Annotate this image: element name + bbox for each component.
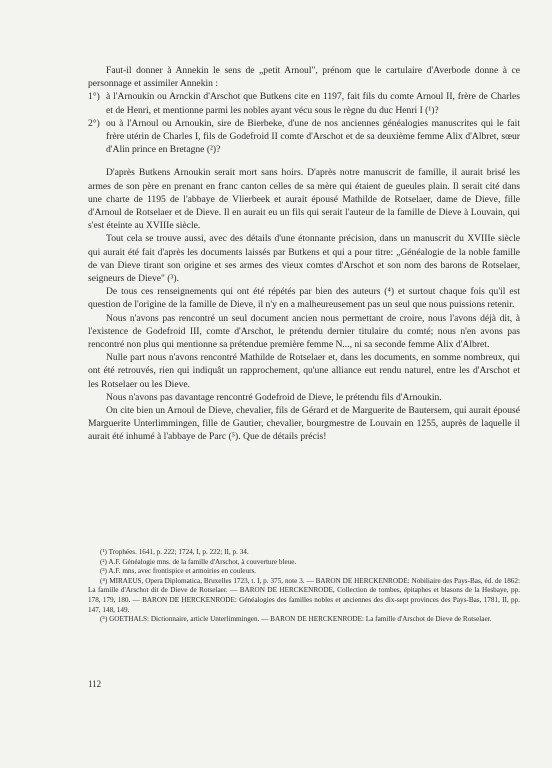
list-item-text: ou à l'Arnoul ou Arnoukin, sire de Bierbeke, d'une de nos anciennes généalogies manuscrites qui le fait frère utérin de Charles I, fils de Godefroid II comte d'Arschot et de sa deuxième femme Alix d'Albret, sœur d'Alin prince en Bretagne (²)? [106,117,520,156]
page-number: 112 [88,679,102,689]
paragraph-fils: Nous n'avons pas davantage rencontré Godefroid de Dieve, le prétendu fils d'Arnoukin. [106,391,442,403]
body-text [88,64,520,444]
footnote: (⁵) GOETHALS: Dictionnaire, article Unterlimmingen. — BARON DE HERCKENRODE: La famille d'Arschot de Dieve de Rotselaer. [100,615,492,624]
paragraph-arnoul-de-dieve: On cite bien un Arnoul de Dieve, chevalier, fils de Gérard et de Marguerite de Bautersem, qui aurait épousé Marguerite Unterlimmingen, fille de Gautier, chevalier, bourgmestre de Louvain en 1255, auprès de laquelle il aurait été inhumé à l'abbaye de Parc (⁵). Que de détails précis! [88,405,520,443]
paragraph-renseignements: De tous ces renseignements qui ont été répétés par bien des auteurs (⁴) et surtout chaque fois qu'il est question de l'origine de la famille de Dieve, il n'y en a malheureusement pas un seul que nous puissions retenir. [88,286,520,311]
paragraph-butkens: D'après Butkens Arnoukin serait mort sans hoirs. D'après notre manuscrit de famille, il aurait brisé les armes de son père en prenant en franc canton celles de sa mère qui étaient de gueules plain. Il serait cité dans une charte de 1195 de l'abbaye de Vlierbeek et aurait épousé Mathilde de Rotselaer, dame de Dieve, fille d'Arnoul de Rotselaer et de Dieve. Il en aurait eu un fils qui serait l'auteur de la famille de Dieve à Louvain, qui s'est éteinte au XVIIIe siècle. [88,167,520,232]
list-item [88,90,520,116]
paragraph-manuscript: Tout cela se trouve aussi, avec des détails d'une étonnante précision, dans un manuscrit du XVIIIe siècle qui aurait été fait d'après les documents laissés par Butkens et qui a pour titre: „Généalogie de la noble famille de van Dieve tirant son origine et ses armes des vieux comtes d'Arschot et son nom des barons de Rotselaer, seigneurs de Dieve" (³). [88,233,520,285]
paragraph-intro: Faut-il donner à Annekin le sens de „petit Arnoul", prénom que le cartulaire d'Averbode donne à ce personnage et assimiler Annekin : [88,65,520,90]
list-item [88,117,520,157]
footnote: (⁴) MIRAEUS, Opera Diplomatica, Bruxelles 1723, t. I, p. 375, note 3. — BARON DE HERCKENRODE: Nobiliaire des Pays-Bas, éd. de 1862: La famille d'Arschot dit de Dieve de Rotselaer. — BARON DE HERCKENRODE, Collection de tombes, épitaphes et blasons de la Hesbaye, pp. 178, 179, 180. — BARON DE HERCKENRODE: Généalogies des familles nobles et anciennes des dix-sept provinces des Pays-Bas, 1781, II, pp. 147, 148, 149. [88,576,520,614]
list-item-number: 1°) [88,91,100,103]
footnotes [88,548,520,625]
paragraph-mathilde: Nulle part nous n'avons rencontré Mathilde de Rotselaer et, dans les documents, en somme nombreux, qui ont été retrouvés, rien qui indiquât un rapprochement, qu'une alliance eut rendu naturel, entre les d'Arschot et les Rotselaer ou les Dieve. [88,352,520,390]
footnote: (³) A.F. mns, avec frontispice et armoiries en couleurs. [100,567,257,576]
paragraph-godefroid: Nous n'avons pas rencontré un seul document ancien nous permettant de croire, nous l'avons déjà dit, à l'existence de Godefroid III, comte d'Arschot, le prétendu dernier titulaire du comté; nous n'en avons pas rencontré non plus qui mentionne sa prétendue première femme N..., ni sa seconde femme Alix d'Albret. [88,312,520,351]
list-item-number: 2°) [88,117,100,129]
footnote: (²) A.F. Généalogie mns. de la famille d'Arschot, à couverture bleue. [100,557,297,566]
list-item-text: à l'Arnoukin ou Arnckin d'Arschot que Butkens cite en 1197, fait fils du comte Arnoul II, frère de Charles et de Henri, et mentionne parmi les nobles ayant vécu sous le règne du duc Henri I (¹)? [106,91,520,116]
footnote: (¹) Trophées. 1641, p. 222; 1724, I, p. 222; II, p. 34. [100,548,249,556]
question-list [88,90,520,156]
